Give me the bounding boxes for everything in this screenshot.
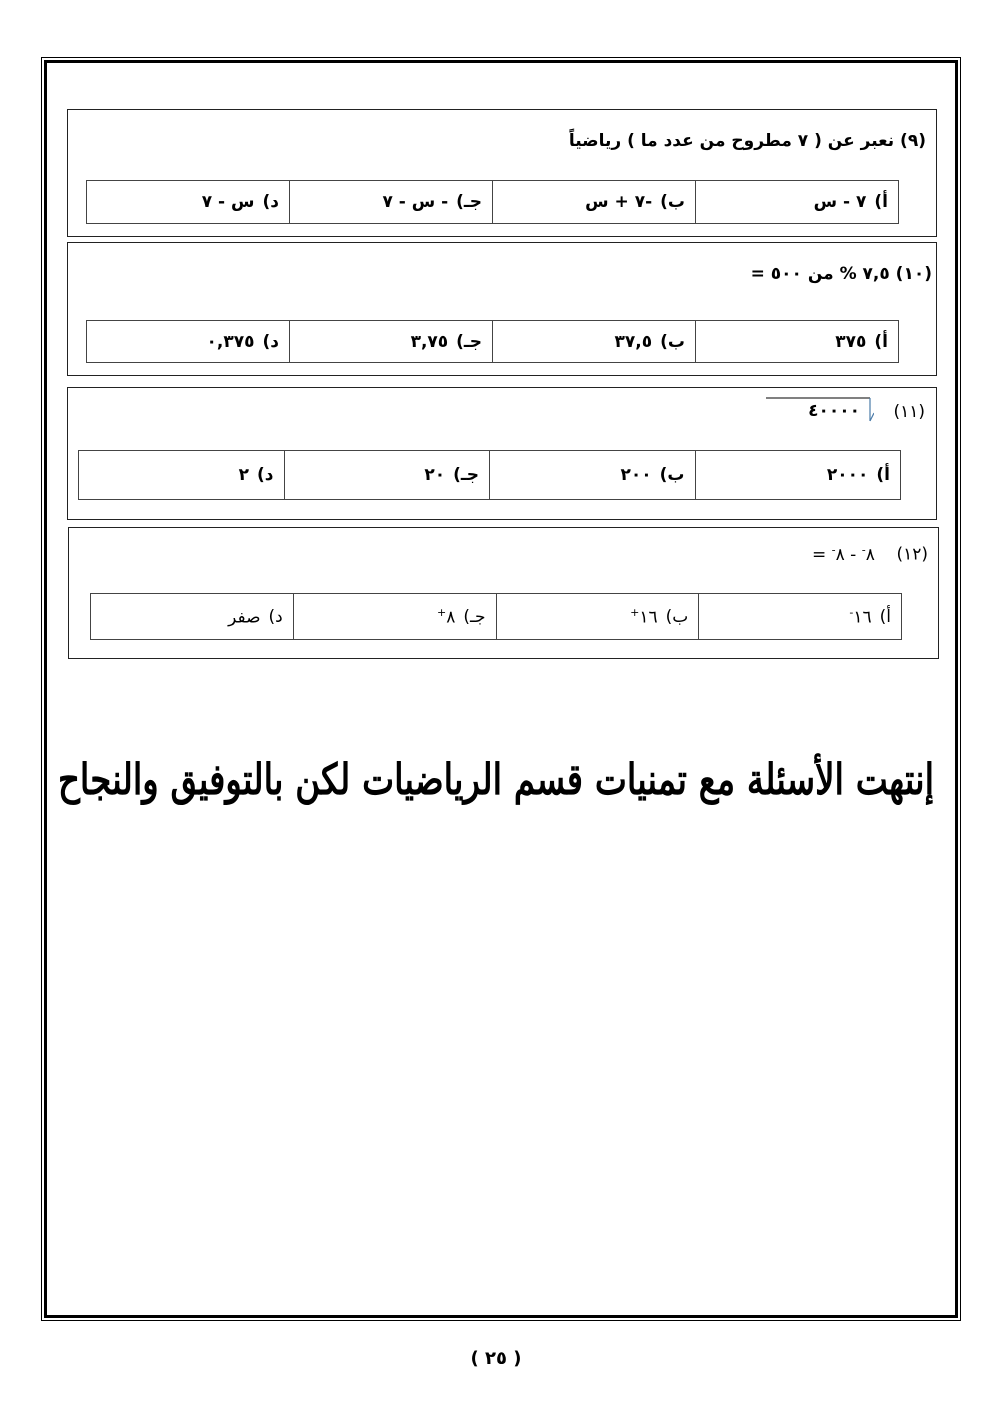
question-10-title [751, 264, 932, 284]
option-value: ٣٧,٥ [614, 331, 653, 352]
option-a[interactable] [695, 451, 901, 500]
option-a[interactable] [696, 181, 899, 224]
question-number: (٩) [900, 131, 926, 151]
option-label: أ) [879, 607, 891, 628]
option-a[interactable] [696, 321, 899, 363]
option-value: ١٦ [639, 607, 658, 628]
option-value: ٧ - س [813, 192, 867, 212]
option-label: د) [268, 607, 283, 628]
option-c[interactable]: جـ)٨+ [293, 594, 496, 640]
option-label: جـ) [456, 192, 482, 212]
option-label: جـ) [456, 331, 482, 352]
option-label: جـ) [453, 465, 479, 485]
question-12-title [812, 543, 928, 565]
question-11-number: (١١) [893, 402, 925, 422]
option-value: صفر [228, 607, 261, 628]
question-11-options [78, 450, 901, 500]
question-number: (١٠) [895, 264, 932, 284]
option-c[interactable] [284, 451, 490, 500]
option-b[interactable] [493, 321, 696, 363]
option-d[interactable] [87, 321, 290, 363]
option-value: ٢ [238, 465, 249, 485]
option-value: ٨ [446, 607, 456, 628]
question-9-title [569, 131, 926, 151]
option-value: س - ٧ [201, 192, 255, 212]
option-value: ١٦ [853, 607, 872, 628]
question-10-options [86, 320, 899, 363]
option-value: ٣,٧٥ [410, 331, 449, 352]
option-label: د) [257, 465, 274, 485]
option-value: - س - ٧ [382, 192, 449, 212]
option-label: أ) [874, 192, 888, 212]
option-c[interactable] [290, 181, 493, 224]
question-prompt: ٧,٥ % من ٥٠٠ = [750, 264, 890, 284]
option-c[interactable] [290, 321, 493, 363]
option-a[interactable]: أ)١٦- [699, 594, 902, 640]
option-label: ب) [665, 607, 689, 628]
question-number: (١٢) [896, 544, 928, 565]
expression: ٨- - ٨- = [811, 543, 875, 565]
option-label: أ) [876, 465, 890, 485]
option-label: د) [262, 331, 279, 352]
option-d[interactable] [91, 594, 294, 640]
option-label: ب) [660, 192, 685, 212]
option-b[interactable] [493, 181, 696, 224]
square-root-sign [766, 397, 874, 427]
option-value: ٢٠٠ [620, 465, 652, 485]
question-prompt: نعبر عن ( ٧ مطروح من عدد ما ) رياضياً [568, 131, 895, 151]
option-b[interactable]: ب)١٦+ [496, 594, 699, 640]
option-value: ٢٠٠٠ [826, 465, 869, 485]
option-value: ٣٧٥ [835, 331, 867, 352]
page-number: ( ٢٥ ) [470, 1348, 522, 1369]
option-d[interactable] [79, 451, 285, 500]
option-label: ب) [659, 465, 685, 485]
option-label: ب) [660, 331, 685, 352]
option-label: د) [262, 192, 279, 212]
option-label: جـ) [463, 607, 486, 628]
option-label: أ) [874, 331, 888, 352]
question-9-options [86, 180, 899, 224]
option-d[interactable] [87, 181, 290, 224]
closing-message: إنتهت الأسئلة مع تمنيات قسم الرياضيات لكن بالتوفيق والنجاح [57, 755, 935, 805]
option-value: ٢٠ [424, 465, 446, 485]
question-12-options [90, 593, 902, 640]
option-b[interactable] [490, 451, 696, 500]
option-value: ٠,٣٧٥ [206, 331, 255, 352]
radicand: ٤٠٠٠٠ [808, 401, 860, 421]
option-value: -٧ + س [585, 192, 653, 212]
